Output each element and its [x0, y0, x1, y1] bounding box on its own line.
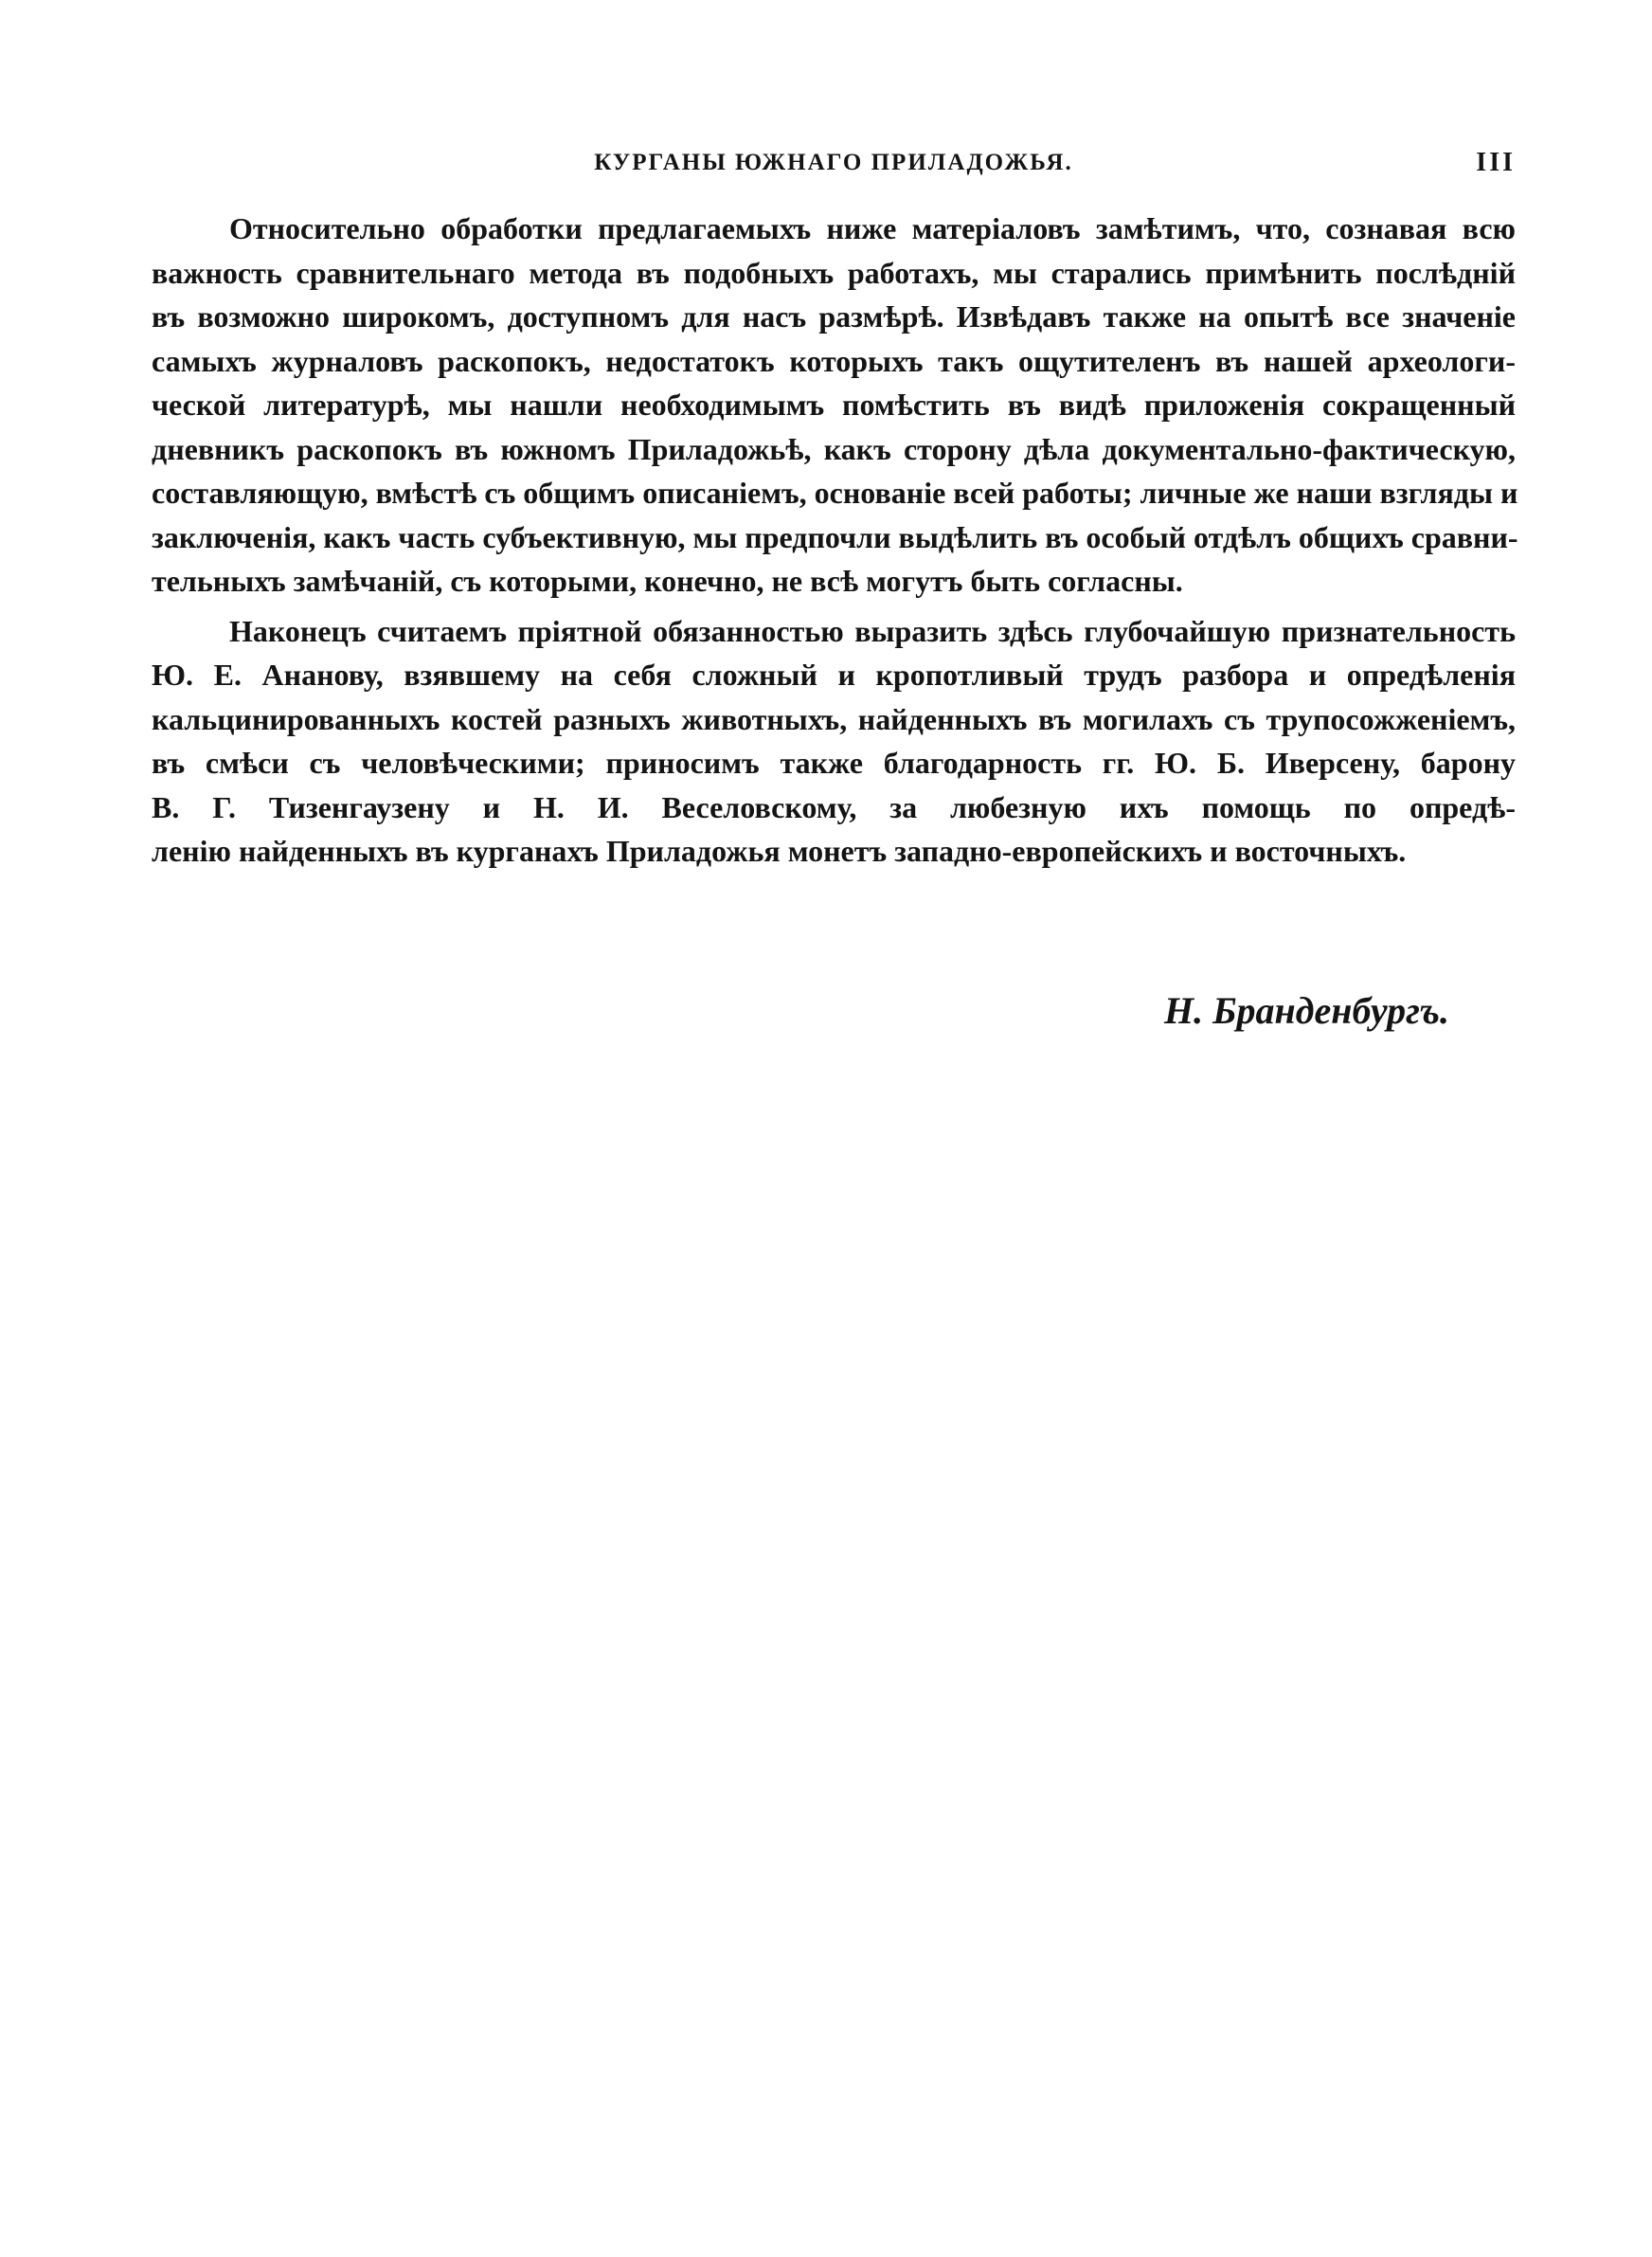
text-line: Ю. Е. Ананову, взявшему на себя сложный и кропотливый трудъ разбора и опредѣленія	[152, 658, 1516, 692]
text-line: въ возможно широкомъ, доступномъ для насъ размѣрѣ. Извѣдавъ также на опытѣ все значеніе	[152, 299, 1516, 334]
running-head	[152, 142, 1516, 190]
paragraph-1	[152, 207, 1516, 604]
page-number: III	[1476, 148, 1516, 177]
text-line: заключенія, какъ часть субъективную, мы предпочли выдѣлить въ особый отдѣлъ общихъ сравни-	[152, 519, 1518, 554]
text-line: важность сравнительнаго метода въ подобныхъ работахъ, мы старались примѣнить послѣдній	[152, 255, 1516, 290]
text-line: В. Г. Тизенгаузену и Н. И. Веселовскому, за любезную ихъ помощь по опредѣ-	[152, 789, 1516, 824]
text-line: кальцинированныхъ костей разныхъ животныхъ, найденныхъ въ могилахъ съ трупосожженіемъ,	[152, 701, 1516, 736]
body-text	[152, 207, 1516, 874]
text-line: тельныхъ замѣчаній, съ которыми, конечно, не всѣ могутъ быть согласны.	[152, 564, 1183, 598]
text-line: дневникъ раскопокъ въ южномъ Приладожьѣ, какъ сторону дѣла документально-фактическую,	[152, 431, 1516, 466]
paragraph-2	[152, 609, 1516, 874]
text-line: Относительно обработки предлагаемыхъ ниже матеріаловъ замѣтимъ, что, сознавая всю	[229, 211, 1516, 245]
text-line: ленію найденныхъ въ курганахъ Приладожья монетъ западно-европейскихъ и восточныхъ.	[152, 834, 1407, 868]
text-line: въ смѣси съ человѣческими; приносимъ также благодарность гг. Ю. Б. Иверсену, барону	[152, 746, 1516, 780]
text-line: Наконецъ считаемъ пріятной обязанностью выразить здѣсь глубочайшую признательность	[229, 613, 1516, 648]
text-line: самыхъ журналовъ раскопокъ, недостатокъ которыхъ такъ ощутителенъ въ нашей археологи-	[152, 343, 1516, 378]
running-title: КУРГАНЫ ЮЖНАГО ПРИЛАДОЖЬЯ.	[594, 150, 1073, 175]
signature: Н. Бранденбургъ.	[1163, 989, 1449, 1032]
text-line: ческой литературѣ, мы нашли необходимымъ помѣстить въ видѣ приложенія сокращенный	[152, 388, 1516, 422]
text-line: составляющую, вмѣстѣ съ общимъ описаніемъ, основаніе всей работы; личные же наши взгляды и	[152, 476, 1518, 510]
